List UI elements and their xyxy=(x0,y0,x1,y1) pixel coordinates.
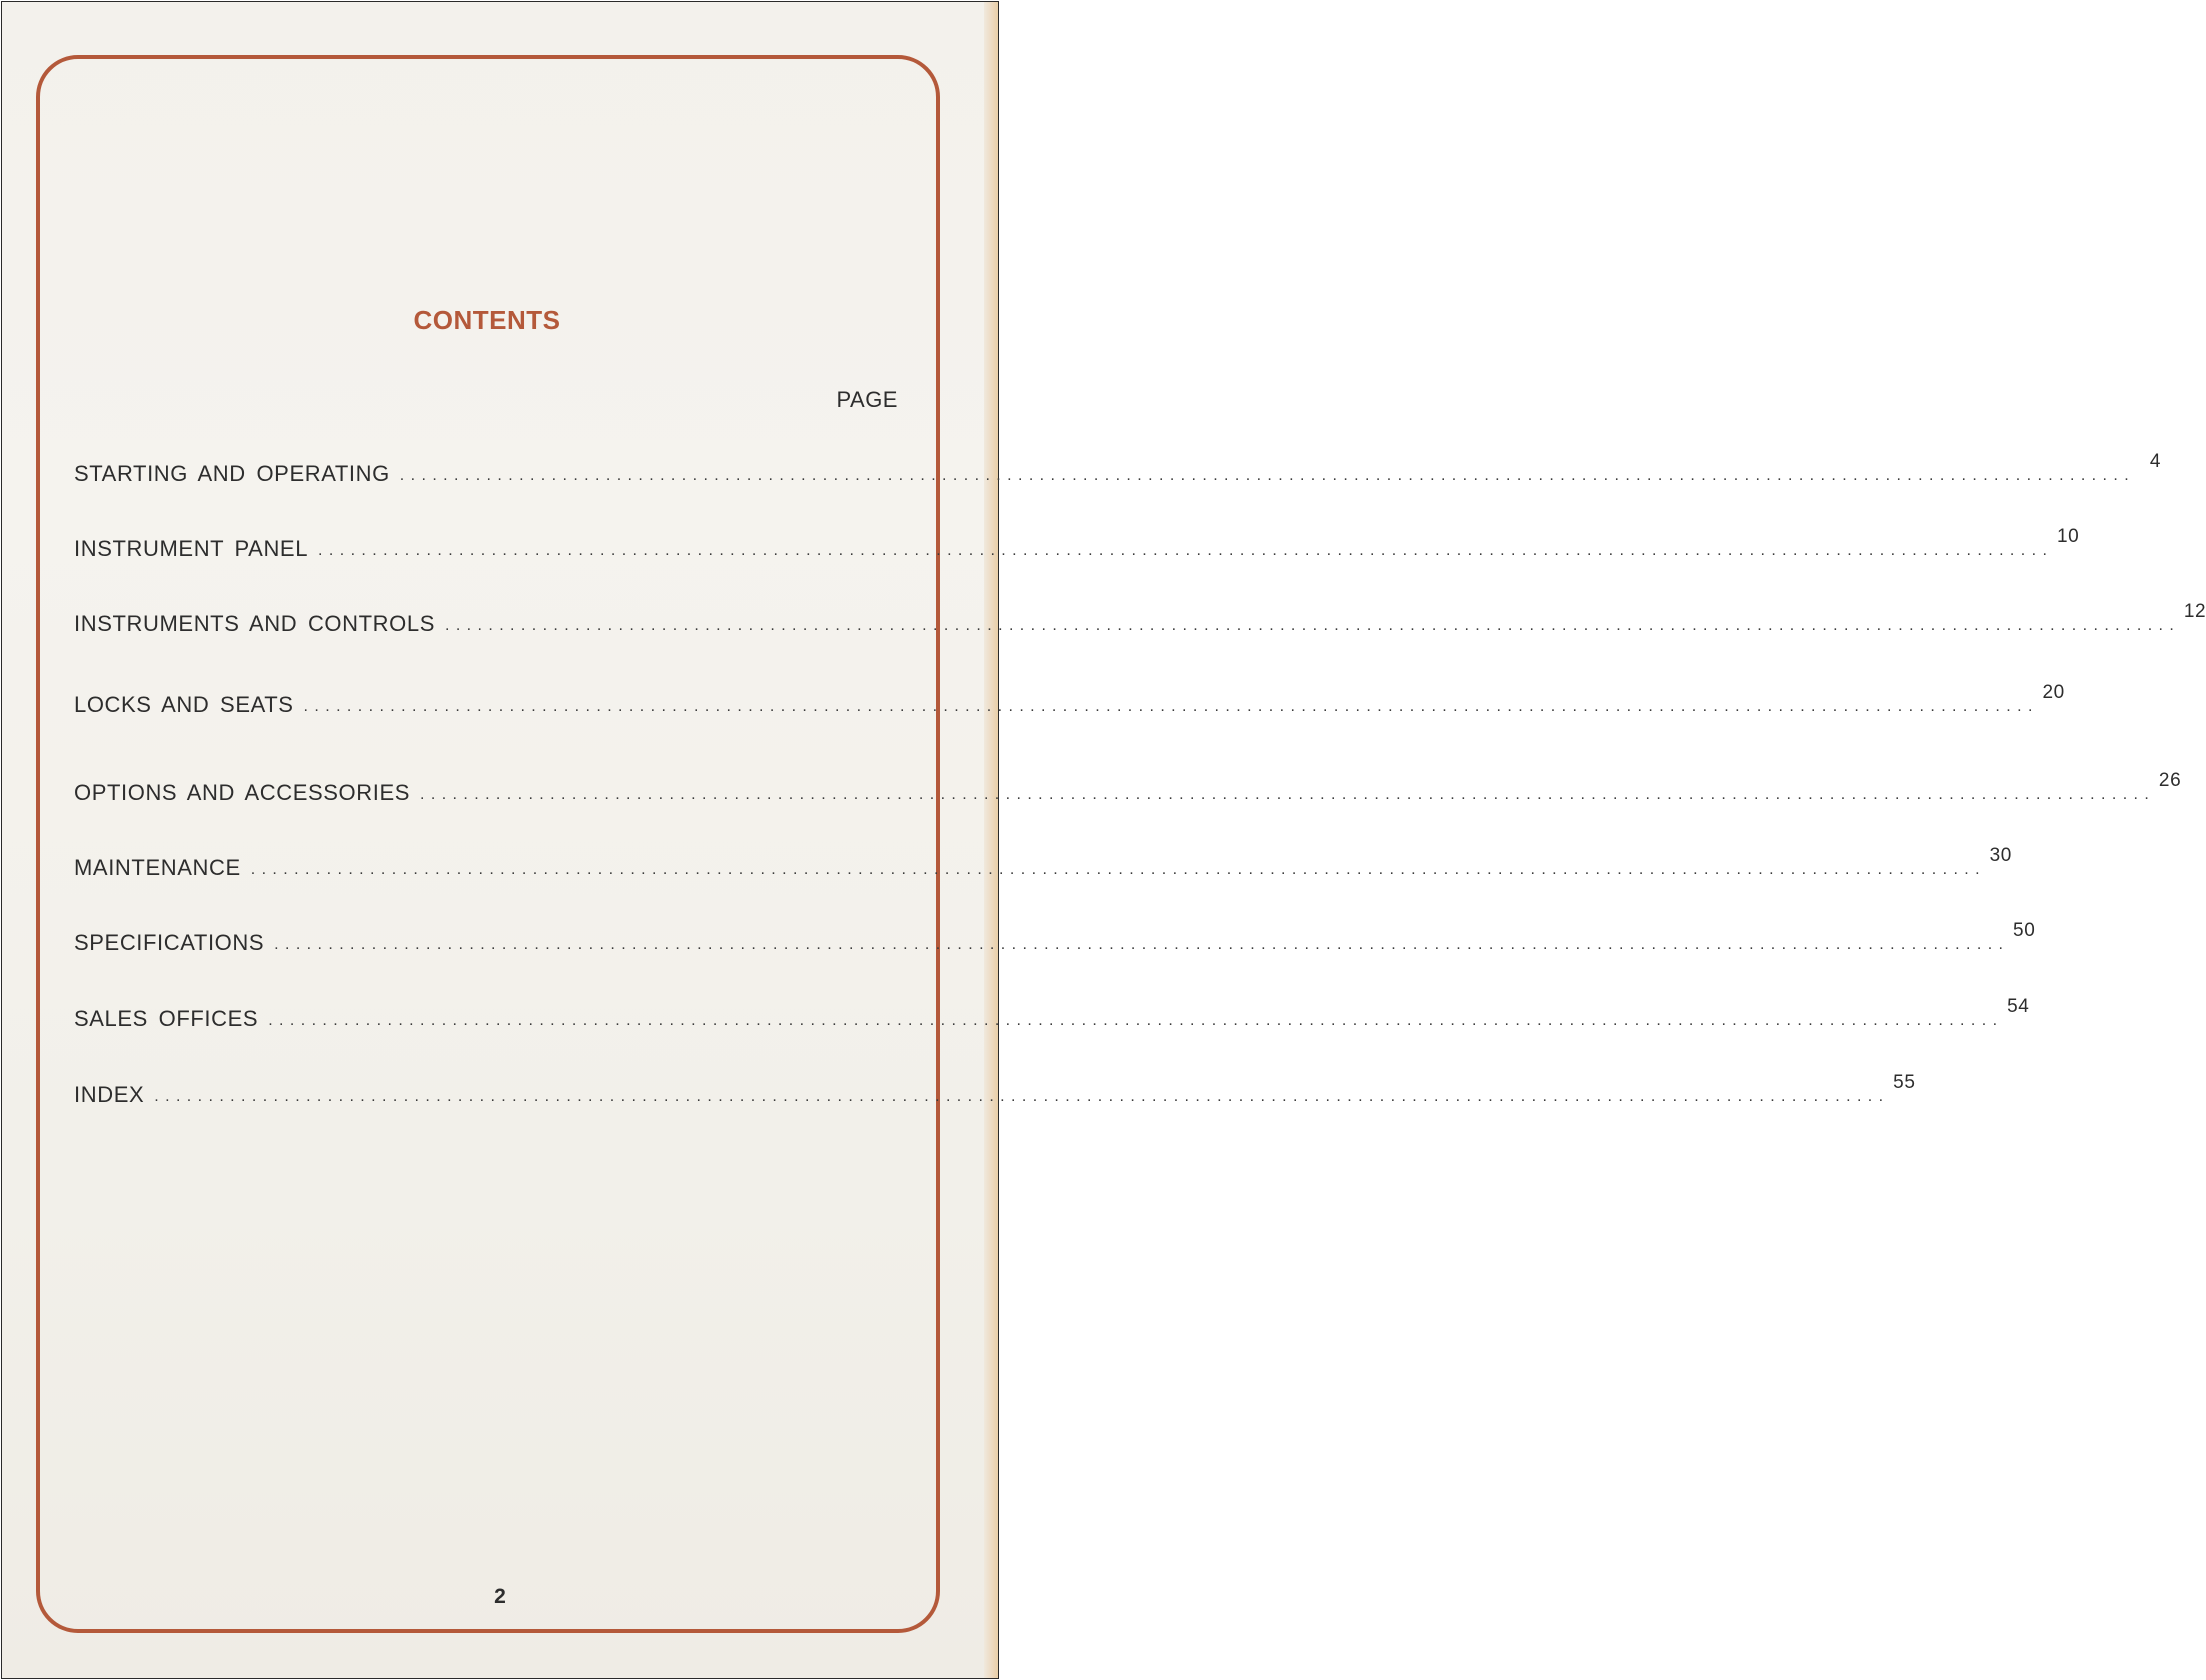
toc-entry-label: INSTRUMENT PANEL xyxy=(74,536,309,561)
page-column-header: PAGE xyxy=(836,387,898,412)
toc-dot-leader: ................................................................................................................................................................ xyxy=(318,542,2054,559)
toc-dot-leader: ................................................................................................................................................................ xyxy=(154,1088,1890,1105)
toc-entry-page: 50 xyxy=(2013,920,2036,941)
toc-entry[interactable] xyxy=(74,682,2065,718)
page-border-frame xyxy=(36,55,940,1633)
toc-entry[interactable] xyxy=(74,1072,1916,1108)
toc-entry-page: 12 xyxy=(2183,601,2206,622)
toc-dot-leader: ................................................................................................................................................................ xyxy=(250,861,1986,878)
document-page xyxy=(1,1,2206,1679)
toc-entry-page: 30 xyxy=(1989,845,2012,866)
toc-dot-leader: ................................................................................................................................................................ xyxy=(303,698,2039,715)
toc-entry[interactable] xyxy=(74,996,2030,1032)
toc-dot-leader: ................................................................................................................................................................ xyxy=(274,936,2010,953)
toc-entry-label: OPTIONS AND ACCESSORIES xyxy=(74,780,410,805)
toc-entry-label: STARTING AND OPERATING xyxy=(74,461,390,486)
contents-title: CONTENTS xyxy=(413,305,561,335)
toc-dot-leader: ................................................................................................................................................................ xyxy=(444,617,2181,634)
toc-entry-label: SALES OFFICES xyxy=(74,1006,259,1031)
toc-entry[interactable] xyxy=(74,526,2080,562)
page-number: 2 xyxy=(494,1585,506,1608)
toc-entry[interactable] xyxy=(74,845,2012,881)
toc-entry-label: LOCKS AND SEATS xyxy=(74,692,294,717)
toc-entry[interactable] xyxy=(74,920,2036,956)
toc-entry[interactable] xyxy=(74,601,2206,637)
toc-entry[interactable] xyxy=(74,451,2162,487)
toc-entry-label: INSTRUMENTS AND CONTROLS xyxy=(74,611,435,636)
toc-entry-label: MAINTENANCE xyxy=(74,855,241,880)
page-edge-shadow xyxy=(984,2,998,1678)
toc-entry-page: 26 xyxy=(2158,770,2182,791)
toc-dot-leader: ................................................................................................................................................................ xyxy=(268,1012,2004,1029)
toc-entry-label: INDEX xyxy=(74,1082,145,1107)
toc-entry-page: 55 xyxy=(1893,1072,1916,1093)
toc-dot-leader: ................................................................................................................................................................ xyxy=(399,467,2136,484)
toc-entry-page: 4 xyxy=(2149,451,2162,472)
toc-entry-page: 54 xyxy=(2007,996,2030,1017)
toc-dot-leader: ................................................................................................................................................................ xyxy=(420,786,2156,803)
toc-entry-label: SPECIFICATIONS xyxy=(74,930,265,955)
toc-entry-page: 10 xyxy=(2056,526,2080,547)
toc-entry[interactable] xyxy=(74,770,2182,806)
toc-entry-page: 20 xyxy=(2042,682,2065,703)
